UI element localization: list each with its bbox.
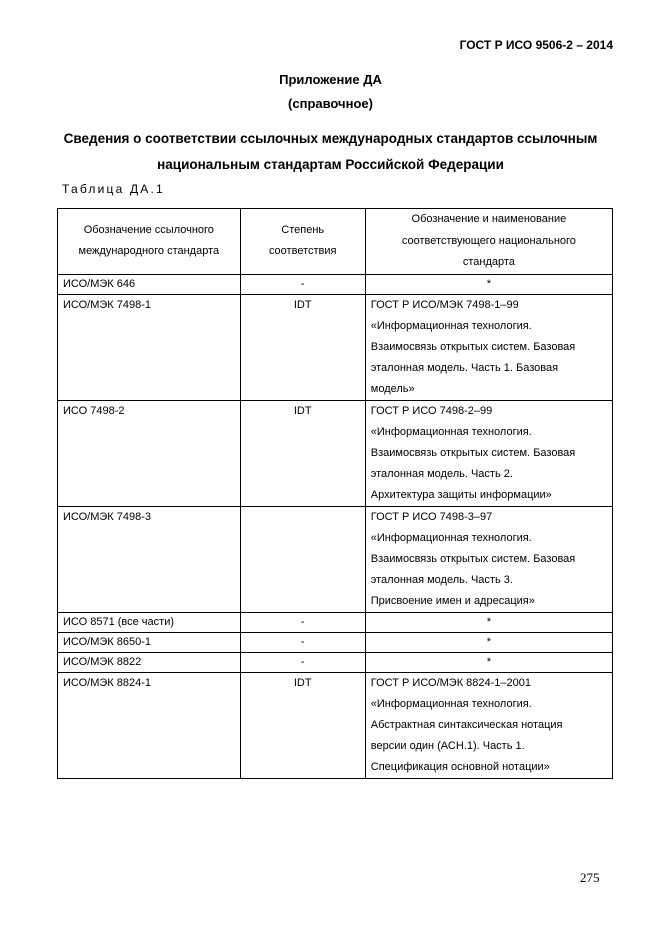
header-intl-standard (58, 209, 241, 275)
national-line: Архитектура защиты информации» (370, 488, 552, 501)
appendix-title: Приложение ДА (279, 72, 382, 87)
national-line: эталонная модель. Часть 3. (370, 573, 513, 586)
header-line: Обозначение и наименование (411, 213, 567, 225)
table-row (58, 294, 613, 400)
national-line: ГОСТ Р ИСО 7498-2–99 (370, 404, 493, 417)
national-line: ГОСТ Р ИСО 7498-3–97 (370, 510, 493, 523)
header-degree (240, 209, 365, 275)
national-line: Абстрактная синтаксическая нотация (370, 718, 563, 731)
table-row (58, 632, 613, 652)
header-national-standard (365, 209, 612, 275)
national-line: Взаимосвязь открытых систем. Базовая (370, 552, 576, 565)
national-line: версии один (АСН.1). Часть 1. (370, 739, 525, 752)
cell-intl: ИСО 8571 (все части) (58, 612, 241, 632)
cell-intl: ИСО 7498-2 (58, 400, 241, 506)
cell-intl: ИСО/МЭК 7498-1 (58, 294, 241, 400)
cell-degree: - (240, 274, 365, 294)
cell-degree: IDT (240, 400, 365, 506)
correspondence-table (57, 208, 613, 779)
table-row (58, 612, 613, 632)
cell-intl: ИСО/МЭК 646 (58, 274, 241, 294)
cell-degree: - (240, 652, 365, 672)
cell-intl: ИСО/МЭК 7498-3 (58, 506, 241, 612)
table-row (58, 652, 613, 672)
cell-national: * (365, 632, 612, 652)
page-number: 275 (580, 870, 600, 885)
header-line: стандарта (462, 256, 515, 268)
cell-degree: IDT (240, 672, 365, 778)
national-line: модель» (370, 382, 415, 395)
cell-national (365, 506, 612, 612)
header-line: Степень (281, 224, 325, 237)
national-line: эталонная модель. Часть 1. Базовая (370, 361, 559, 374)
national-line: Спецификация основной нотации» (370, 760, 550, 773)
table-row (58, 672, 613, 778)
cell-national: * (365, 612, 612, 632)
national-line: Присвоение имен и адресация» (370, 594, 535, 607)
cell-national: * (365, 652, 612, 672)
table-row (58, 506, 613, 612)
national-line: ГОСТ Р ИСО/МЭК 8824-1–2001 (370, 676, 532, 689)
national-line: «Информационная технология. (370, 697, 532, 710)
table-caption: Таблица ДА.1 (62, 182, 165, 196)
national-line: ГОСТ Р ИСО/МЭК 7498-1–99 (370, 298, 519, 311)
cell-national: * (365, 274, 612, 294)
document-number: ГОСТ Р ИСО 9506-2 – 2014 (459, 38, 613, 52)
header-line: Обозначение ссылочного (83, 224, 214, 237)
cell-intl: ИСО/МЭК 8824-1 (58, 672, 241, 778)
cell-degree: IDT (240, 294, 365, 400)
cell-degree: - (240, 612, 365, 632)
cell-intl: ИСО/МЭК 8822 (58, 652, 241, 672)
table-header-row (58, 209, 613, 275)
national-line: «Информационная технология. (370, 531, 532, 544)
header-line: соответствия (268, 245, 337, 258)
cell-degree: - (240, 632, 365, 652)
cell-national (365, 294, 612, 400)
cell-national (365, 400, 612, 506)
section-heading-line2: национальным стандартам Российской Федерации (157, 157, 504, 172)
appendix-subtitle: (справочное) (288, 96, 373, 111)
national-line: Взаимосвязь открытых систем. Базовая (370, 446, 576, 459)
cell-intl: ИСО/МЭК 8650-1 (58, 632, 241, 652)
national-line: «Информационная технология. (370, 319, 532, 332)
table-row (58, 274, 613, 294)
header-line: международного стандарта (78, 245, 220, 258)
cell-degree (240, 506, 365, 612)
national-line: эталонная модель. Часть 2. (370, 467, 513, 480)
header-line: соответствующего национального (401, 234, 576, 247)
table-row (58, 400, 613, 506)
national-line: Взаимосвязь открытых систем. Базовая (370, 340, 576, 353)
cell-national (365, 672, 612, 778)
section-heading-line1: Сведения о соответствии ссылочных международных стандартов ссылочным (63, 131, 598, 146)
national-line: «Информационная технология. (370, 425, 532, 438)
